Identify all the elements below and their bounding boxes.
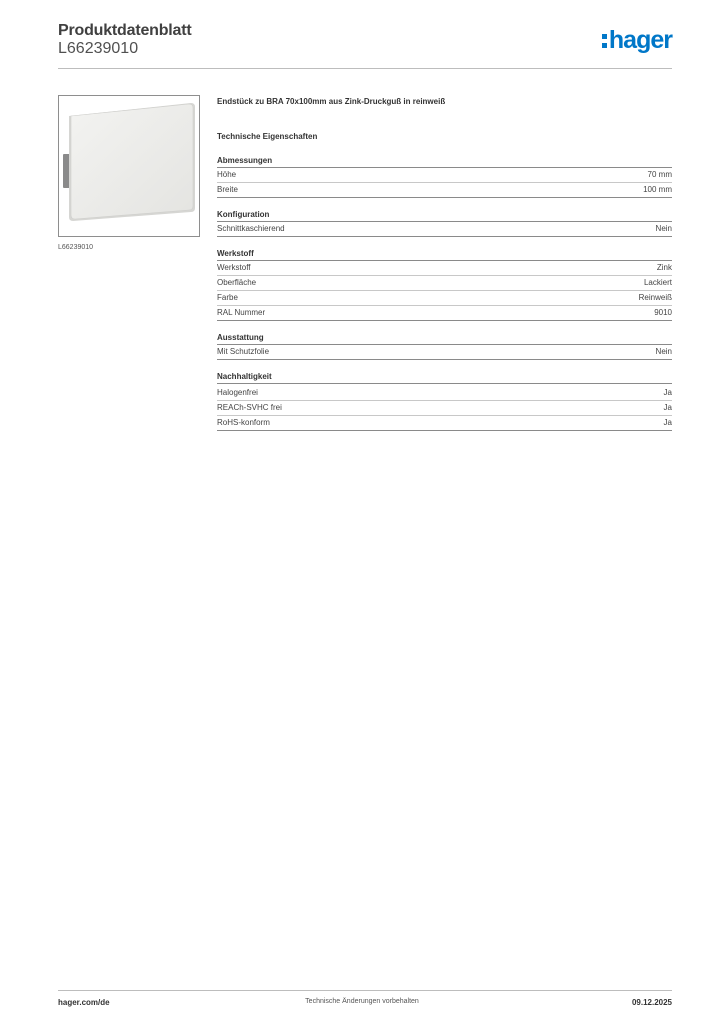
- property-row: [217, 306, 672, 321]
- page-header: [58, 20, 672, 70]
- property-label: Mit Schutzfolie: [217, 347, 270, 356]
- section-konfiguration: [217, 208, 672, 237]
- product-description: Endstück zu BRA 70x100mm aus Zink-Druckguß in reinweiß: [217, 97, 446, 106]
- property-label: Farbe: [217, 293, 238, 302]
- hager-logo: [602, 26, 672, 55]
- property-label: RoHS-konform: [217, 418, 270, 427]
- property-label: Werkstoff: [217, 263, 251, 272]
- section-title: Konfiguration: [217, 208, 672, 222]
- section-title: Nachhaltigkeit: [217, 372, 272, 381]
- footer-date: 09.12.2025: [631, 998, 672, 1007]
- page-title: Produktdatenblatt: [58, 22, 192, 39]
- section-divider: [217, 383, 672, 384]
- tech-properties-heading: Technische Eigenschaften: [217, 132, 318, 141]
- section-ausstattung: [217, 331, 672, 360]
- property-row: [217, 416, 672, 431]
- property-label: REACh-SVHC frei: [217, 403, 282, 412]
- section-title: Ausstattung: [217, 331, 672, 345]
- property-value: Zink: [656, 263, 672, 272]
- property-row: [217, 345, 672, 360]
- property-row: [217, 276, 672, 291]
- logo-text: hager: [608, 26, 672, 54]
- property-value: Ja: [663, 388, 672, 397]
- property-row: [217, 401, 672, 416]
- section-werkstoff: [217, 247, 672, 321]
- property-row: [217, 291, 672, 306]
- product-image: [58, 95, 200, 237]
- property-value: Lackiert: [643, 278, 672, 287]
- image-caption: L66239010: [58, 244, 94, 251]
- property-value: 9010: [654, 308, 672, 317]
- property-label: Schnittkaschierend: [217, 224, 285, 233]
- property-label: RAL Nummer: [217, 308, 266, 317]
- article-number: L66239010: [58, 40, 139, 57]
- property-row: [217, 222, 672, 237]
- spec-content: [217, 95, 672, 431]
- property-label: Breite: [217, 185, 238, 194]
- section-nachhaltigkeit: [217, 370, 672, 431]
- property-label: Oberfläche: [217, 278, 257, 287]
- property-row: [217, 261, 672, 276]
- property-value: 70 mm: [647, 170, 672, 179]
- property-row: [217, 386, 672, 401]
- footer-divider: [58, 990, 672, 991]
- property-value: Ja: [663, 403, 672, 412]
- section-title: Werkstoff: [217, 247, 672, 261]
- property-value: Reinweiß: [638, 293, 672, 302]
- property-row: [217, 183, 672, 198]
- logo-colon-icon: [602, 34, 607, 48]
- section-title: Abmessungen: [217, 154, 672, 168]
- property-value: 100 mm: [643, 185, 672, 194]
- section-abmessungen: [217, 154, 672, 198]
- property-label: Höhe: [217, 170, 237, 179]
- end-cap-illustration: [59, 96, 199, 236]
- property-value: Nein: [655, 347, 672, 356]
- property-value: Nein: [655, 224, 672, 233]
- property-row: [217, 168, 672, 183]
- property-label: Halogenfrei: [217, 388, 258, 397]
- footer-website-link[interactable]: hager.com/de: [58, 998, 110, 1007]
- footer-disclaimer: Technische Änderungen vorbehalten: [305, 998, 419, 1005]
- header-divider: [58, 68, 672, 69]
- property-value: Ja: [663, 418, 672, 427]
